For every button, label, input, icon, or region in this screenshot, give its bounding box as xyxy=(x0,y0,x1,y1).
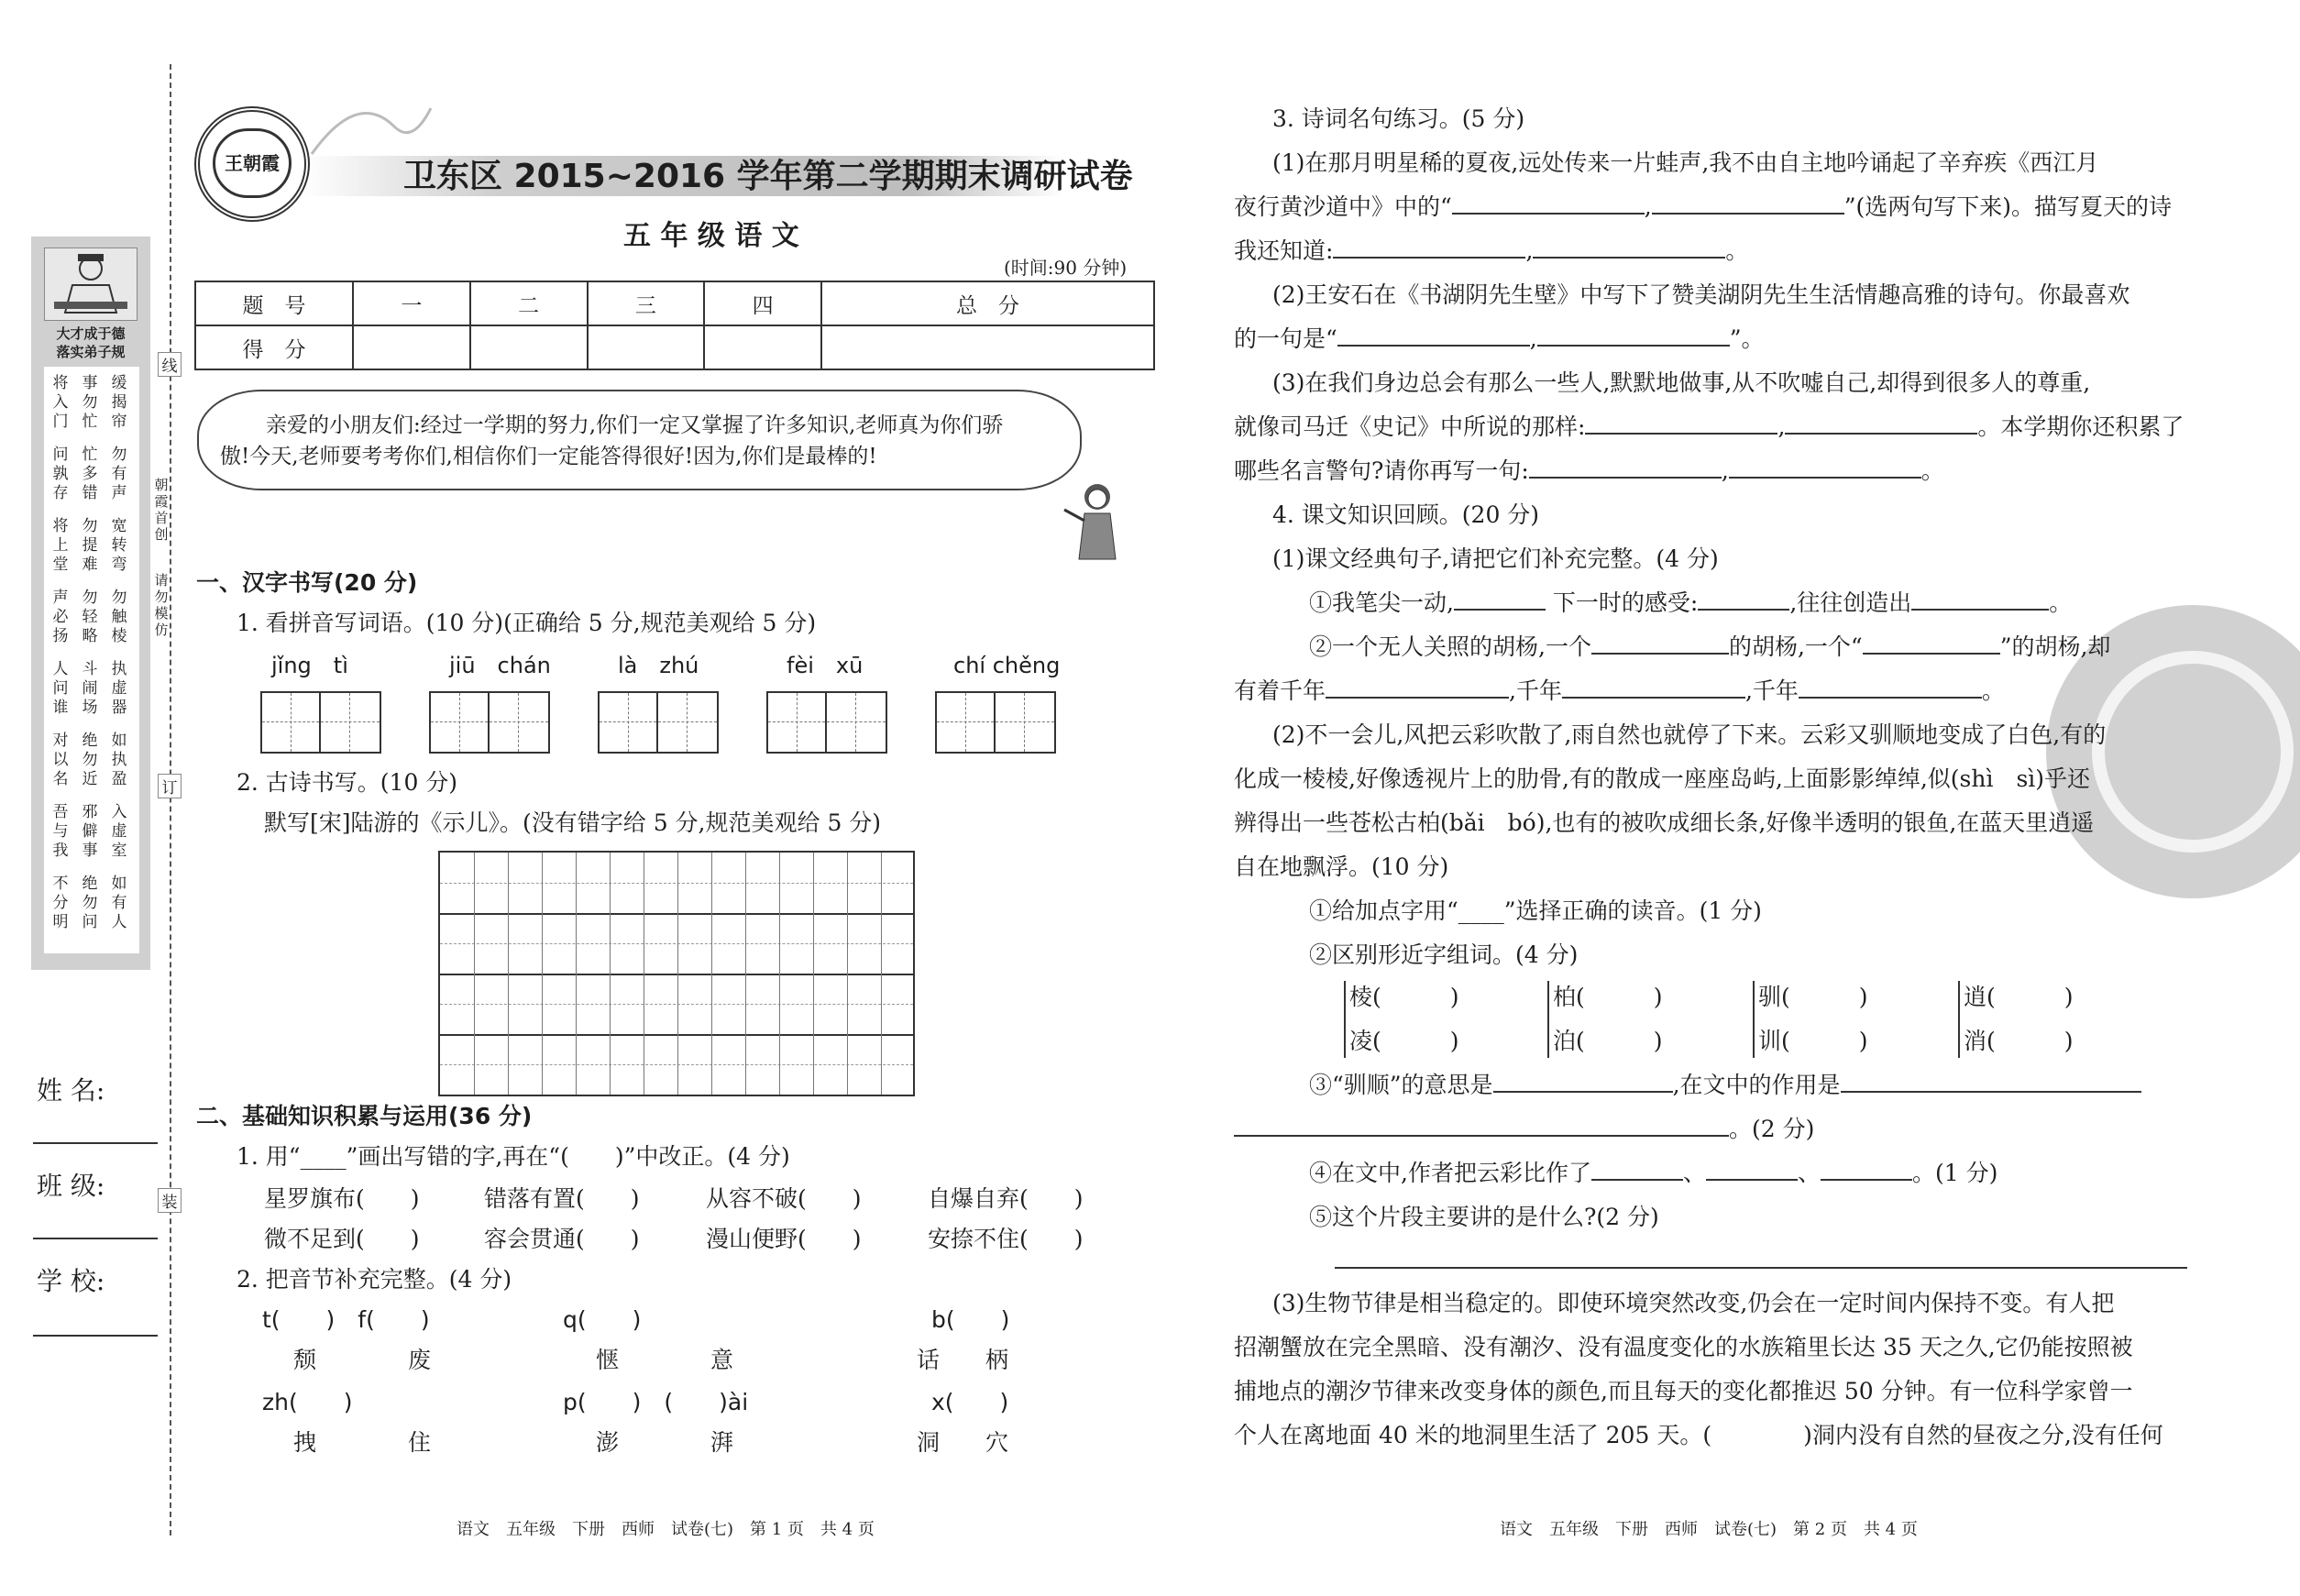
word-pair[interactable]: 驯( ) xyxy=(1758,984,1868,1010)
q4-2-sub: ⑤这个片段主要讲的是什么?(2 分) xyxy=(1309,1204,1659,1230)
syllable-blank[interactable]: p( ) ( )ài xyxy=(563,1389,749,1415)
q4-1-line: ②一个无人关照的胡杨,一个 的胡杨,一个“ ”的胡杨,却 xyxy=(1309,633,2111,660)
score-header: 三 xyxy=(588,281,705,325)
q3-1-text: 夜行黄沙道中》中的“ , ”(选两句写下来)。描写夏天的诗 xyxy=(1234,193,2173,220)
q4-2-text: 辨得出一些苍松古柏(bǎi bó),也有的被吹成细长条,好像半透明的银鱼,在蓝天里逍遥 xyxy=(1234,809,2095,836)
idiom-item[interactable]: 容会贯通( ) xyxy=(484,1226,640,1252)
motto-column: 宽 转 弯 xyxy=(111,517,127,574)
ribbon-decoration xyxy=(303,99,440,163)
idiom-item[interactable]: 星罗旗布( ) xyxy=(264,1185,420,1212)
q4-heading: 4. 课文知识回顾。(20 分) xyxy=(1272,501,1540,528)
idiom-item[interactable]: 微不足到( ) xyxy=(264,1226,420,1252)
q4-2-sub: ③“驯顺”的意思是 ,在文中的作用是 xyxy=(1309,1071,2141,1100)
q4-2-text: (2)不一会儿,风把云彩吹散了,雨自然也就停了下来。云彩又驯顺地变成了白色,有的 xyxy=(1272,721,2107,748)
writing-box[interactable] xyxy=(598,691,719,754)
poem-writing-grid[interactable] xyxy=(438,851,915,1096)
vertical-note: 朝 霞 首 创 xyxy=(154,477,169,543)
motto-column: 将 入 门 xyxy=(52,374,69,431)
score-cell[interactable] xyxy=(704,325,821,369)
syllable-blank[interactable]: q( ) xyxy=(563,1306,642,1333)
greeting-line: 亲爱的小朋友们:经过一学期的努力,你们一定又掌握了许多知识,老师真为你们骄 xyxy=(266,413,1004,437)
word-pair[interactable]: 凌( ) xyxy=(1349,1028,1459,1054)
score-header: 二 xyxy=(470,281,588,325)
score-header: 一 xyxy=(353,281,470,325)
part2-heading: 二、基础知识积累与运用(36 分) xyxy=(196,1103,533,1129)
page-footer: 语文 五年级 下册 西师 试卷(七) 第 1 页 共 4 页 xyxy=(457,1520,875,1539)
q4-1-line: ①我笔尖一动, 下一时的感受: ,往往创造出 。 xyxy=(1309,589,2073,616)
exam-time: (时间:90 分钟) xyxy=(1004,257,1128,279)
motto-column: 问 孰 存 xyxy=(52,446,69,502)
school-field[interactable] xyxy=(33,1335,158,1337)
score-cell[interactable] xyxy=(470,325,588,369)
q4-3-text: (3)生物节律是相当稳定的。即使环境突然改变,仍会在一定时间内保持不变。有人把 xyxy=(1272,1290,2115,1316)
brand-logo: 王朝霞 xyxy=(194,106,310,222)
idiom-item[interactable]: 漫山便野( ) xyxy=(706,1226,862,1252)
word-pair[interactable]: 训( ) xyxy=(1758,1028,1868,1054)
part1-q2-text: 默写[宋]陆游的《示儿》。(没有错字给 5 分,规范美观给 5 分) xyxy=(264,809,882,836)
word-pair[interactable]: 泊( ) xyxy=(1553,1028,1663,1054)
motto-column: 如 执 盈 xyxy=(111,732,127,788)
score-cell[interactable] xyxy=(821,325,1154,369)
motto-column: 不 分 明 xyxy=(52,875,69,931)
motto-column: 对 以 名 xyxy=(52,732,69,788)
writing-box[interactable] xyxy=(766,691,887,754)
pinyin: jǐng tì xyxy=(271,653,348,678)
q4-2-text: 自在地飘浮。(10 分) xyxy=(1234,853,1449,880)
writing-box[interactable] xyxy=(260,691,381,754)
motto-column: 勿 轻 略 xyxy=(82,589,98,645)
word: 颓 废 xyxy=(293,1347,432,1373)
motto-column: 忙 多 错 xyxy=(82,446,98,502)
cut-label: 线 xyxy=(158,352,182,377)
writing-box[interactable] xyxy=(429,691,550,754)
q4-2-sub: 。(2 分) xyxy=(1234,1115,1814,1144)
school-label: 学 校: xyxy=(37,1266,105,1296)
word: 惬 意 xyxy=(596,1347,734,1373)
cut-line xyxy=(170,64,171,1535)
word: 澎 湃 xyxy=(596,1429,734,1456)
q4-3-text: 个人在离地面 40 米的地洞里生活了 205 天。( )洞内没有自然的昼夜之分,没有任何 xyxy=(1234,1422,2163,1448)
syllable-blank[interactable]: x( ) xyxy=(931,1389,1009,1415)
motto-column: 如 有 人 xyxy=(111,875,127,931)
scholar-illustration xyxy=(44,248,138,321)
q3-3-text: 就像司马迁《史记》中所说的那样: , 。本学期你还积累了 xyxy=(1234,413,2184,440)
motto-line: 落实弟子规 xyxy=(56,344,126,360)
class-field[interactable] xyxy=(33,1238,158,1239)
score-header: 题 号 xyxy=(195,281,353,325)
motto-column: 勿 触 棱 xyxy=(111,589,127,645)
motto-column: 缓 揭 帘 xyxy=(111,374,127,431)
vertical-note: 请 勿 模 仿 xyxy=(154,572,169,638)
part1-q1: 1. 看拼音写词语。(10 分)(正确给 5 分,规范美观给 5 分) xyxy=(237,610,817,636)
part1-heading: 一、汉字书写(20 分) xyxy=(196,569,418,596)
q4-3-text: 招潮蟹放在完全黑暗、没有潮汐、没有温度变化的水族箱里长达 35 天之久,它仍能按照被 xyxy=(1234,1334,2133,1360)
score-header: 总 分 xyxy=(821,281,1154,325)
page-footer: 语文 五年级 下册 西师 试卷(七) 第 2 页 共 4 页 xyxy=(1500,1520,1918,1539)
q4-2-sub: ②区别形近字组词。(4 分) xyxy=(1309,941,1579,968)
name-field[interactable] xyxy=(33,1142,158,1144)
motto-column: 斗 闹 场 xyxy=(82,660,98,717)
q3-1-text: 我还知道: , 。 xyxy=(1234,237,1749,264)
q4-1-text: (1)课文经典句子,请把它们补充完整。(4 分) xyxy=(1272,545,1719,572)
motto-column: 将 上 堂 xyxy=(52,517,69,574)
score-cell[interactable] xyxy=(353,325,470,369)
q3-3-text: 哪些名言警句?请你再写一句: , 。 xyxy=(1234,457,1944,484)
idiom-item[interactable]: 安捺不住( ) xyxy=(928,1226,1084,1252)
writing-box[interactable] xyxy=(935,691,1056,754)
motto-column: 人 问 谁 xyxy=(52,660,69,717)
motto-column: 勿 有 声 xyxy=(111,446,127,502)
syllable-blank[interactable]: b( ) xyxy=(931,1306,1010,1333)
bracket xyxy=(1344,981,1346,1058)
greeting-bubble xyxy=(197,390,1082,490)
cut-label: 装 xyxy=(158,1188,182,1213)
word: 话 柄 xyxy=(917,1347,1009,1373)
syllable-blank[interactable]: zh( ) xyxy=(262,1389,353,1415)
motto-columns xyxy=(44,367,139,953)
motto-column: 邪 僻 事 xyxy=(82,803,98,860)
motto-sidebar xyxy=(31,237,150,970)
pinyin: fèi xū xyxy=(787,653,864,678)
part1-q2: 2. 古诗书写。(10 分) xyxy=(237,769,458,796)
idiom-item[interactable]: 自爆自弃( ) xyxy=(928,1185,1084,1212)
pinyin: là zhú xyxy=(618,653,699,678)
motto-column: 声 必 扬 xyxy=(52,589,69,645)
motto-column: 入 虚 室 xyxy=(111,803,127,860)
part2-q1: 1. 用“____”画出写错的字,再在“( )”中改正。(4 分) xyxy=(237,1143,790,1170)
score-header: 四 xyxy=(704,281,821,325)
bracket xyxy=(1547,981,1549,1058)
class-label: 班 级: xyxy=(37,1171,105,1201)
name-label: 姓 名: xyxy=(37,1075,105,1106)
q3-heading: 3. 诗词名句练习。(5 分) xyxy=(1272,105,1525,132)
word-pair[interactable]: 消( ) xyxy=(1964,1028,2074,1054)
pinyin: chí chěng xyxy=(953,653,1061,678)
bracket xyxy=(1958,981,1960,1058)
exam-subject: 五 年 级 语 文 xyxy=(623,220,799,252)
idiom-item[interactable]: 从容不破( ) xyxy=(706,1185,862,1212)
motto-column: 绝 勿 问 xyxy=(82,875,98,931)
part2-q2: 2. 把音节补充完整。(4 分) xyxy=(237,1266,512,1293)
word-pair[interactable]: 逍( ) xyxy=(1964,984,2074,1010)
q4-2-sub: ①给加点字用“____”选择正确的读音。(1 分) xyxy=(1309,897,1762,924)
motto-column: 执 虚 器 xyxy=(111,660,127,717)
motto-line: 大才成于德 xyxy=(56,325,126,342)
cut-label: 订 xyxy=(158,774,182,798)
word-pair[interactable]: 柏( ) xyxy=(1553,984,1663,1010)
q3-2-text: (2)王安石在《书湖阴先生壁》中写下了赞美湖阴先生生活情趣高雅的诗句。你最喜欢 xyxy=(1272,281,2130,308)
greeting-line: 傲!今天,老师要考考你们,相信你们一定能答得很好!因为,你们是最棒的! xyxy=(220,445,877,468)
q4-3-text: 捕地点的潮汐节律来改变身体的颜色,而且每天的变化都推迟 50 分钟。有一位科学家曾一 xyxy=(1234,1378,2133,1404)
q4-2-text: 化成一棱棱,好像透视片上的肋骨,有的散成一座座岛屿,上面影影绰绰,似(shì sì)乎还 xyxy=(1234,765,2091,792)
pinyin: jiū chán xyxy=(449,653,551,678)
score-cell[interactable] xyxy=(588,325,705,369)
motto-column: 吾 与 我 xyxy=(52,803,69,860)
answer-line[interactable] xyxy=(1335,1267,2187,1269)
teacher-illustration xyxy=(1059,477,1132,568)
idiom-item[interactable]: 错落有置( ) xyxy=(484,1185,640,1212)
syllable-blank[interactable]: t( ) f( ) xyxy=(262,1306,430,1333)
motto-column: 勿 提 难 xyxy=(82,517,98,574)
bracket xyxy=(1753,981,1755,1058)
q3-3-text: (3)在我们身边总会有那么一些人,默默地做事,从不吹嘘自己,却得到很多人的尊重, xyxy=(1272,369,2091,396)
q4-1-line: 有着千年 ,千年 ,千年 。 xyxy=(1234,677,2005,704)
motto-column: 事 勿 忙 xyxy=(82,374,98,431)
score-label: 得 分 xyxy=(195,325,353,369)
exam-title: 卫东区 2015~2016 学年第二学期期末调研试卷 xyxy=(403,158,1133,195)
q4-2-sub: ④在文中,作者把云彩比作了 、 、 。(1 分) xyxy=(1309,1160,1998,1186)
q3-1-text: (1)在那月明星稀的夏夜,远处传来一片蛙声,我不由自主地吟诵起了辛弃疾《西江月 xyxy=(1272,149,2099,176)
motto-column: 绝 勿 近 xyxy=(82,732,98,788)
word-pair[interactable]: 棱( ) xyxy=(1349,984,1459,1010)
score-table xyxy=(194,281,1155,370)
q3-2-text: 的一句是“ , ”。 xyxy=(1234,325,1765,352)
word: 拽 住 xyxy=(293,1429,432,1456)
word: 洞 穴 xyxy=(917,1429,1009,1456)
